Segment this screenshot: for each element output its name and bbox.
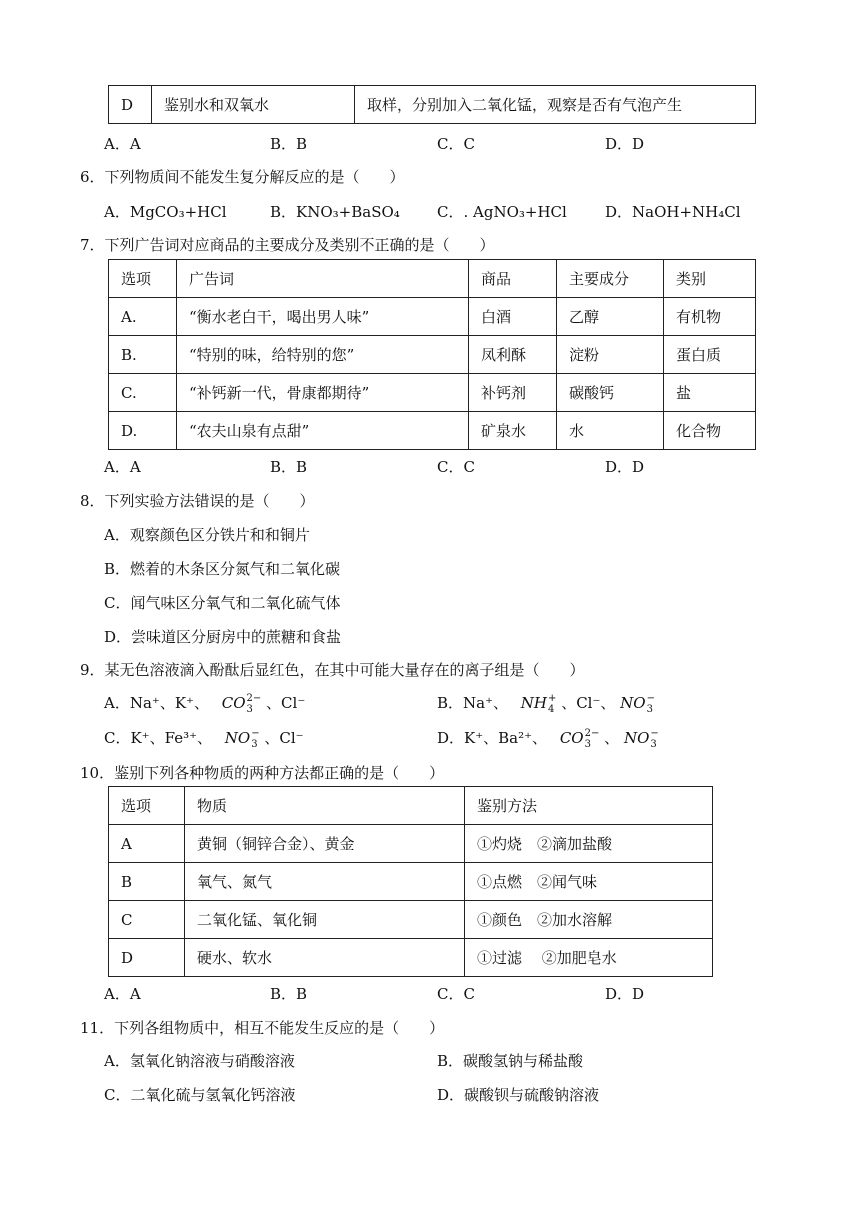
ion-superscript: + bbox=[548, 693, 557, 704]
table-cell: A bbox=[109, 825, 185, 863]
option-label: A．Na⁺、K⁺、 bbox=[104, 694, 209, 712]
ion-subscript: 4 bbox=[548, 704, 555, 715]
answer-option bbox=[437, 692, 655, 715]
answer-option: D．D bbox=[605, 135, 645, 153]
ion-formula: CO bbox=[559, 729, 584, 747]
ion-subscript: 3 bbox=[246, 704, 253, 715]
answer-option: A．A bbox=[104, 985, 141, 1003]
ion-superscript: − bbox=[646, 693, 655, 704]
table-cell: ①点燃 ②闻气味 bbox=[465, 863, 713, 901]
option-mid: 、 bbox=[604, 729, 620, 747]
table-row bbox=[109, 901, 713, 939]
table-row bbox=[109, 298, 756, 336]
table-cell: C bbox=[109, 901, 185, 939]
table-header-cell: 物质 bbox=[185, 787, 465, 825]
answer-option: B．KNO₃+BaSO₄ bbox=[270, 203, 400, 221]
table-cell: B bbox=[109, 863, 185, 901]
table-cell: 碳酸钙 bbox=[557, 374, 664, 412]
ion-charge bbox=[647, 693, 655, 715]
question-stem: 11．下列各组物质中，相互不能发生反应的是（ ） bbox=[80, 1019, 445, 1037]
q5-table bbox=[108, 85, 756, 124]
table-row bbox=[109, 374, 756, 412]
answer-option: C．C bbox=[437, 985, 475, 1003]
answer-option: B．碳酸氢钠与稀盐酸 bbox=[437, 1052, 584, 1070]
table-cell: ①灼烧 ②滴加盐酸 bbox=[465, 825, 713, 863]
ion-subscript: 3 bbox=[650, 739, 657, 750]
table-cell: ①过滤 ②加肥皂水 bbox=[465, 939, 713, 977]
ion-superscript: 2− bbox=[246, 693, 262, 704]
answer-option: C．二氧化硫与氢氧化钙溶液 bbox=[104, 1086, 296, 1104]
table-cell: 淀粉 bbox=[557, 336, 664, 374]
table-cell: A. bbox=[109, 298, 177, 336]
answer-option bbox=[104, 727, 304, 750]
table-row bbox=[109, 939, 713, 977]
table-cell: D. bbox=[109, 412, 177, 450]
table-cell: “特别的味，给特别的您” bbox=[177, 336, 469, 374]
answer-option: B．B bbox=[270, 135, 308, 153]
table-cell: C. bbox=[109, 374, 177, 412]
ion-formula: CO bbox=[221, 694, 246, 712]
answer-option: D．碳酸钡与硫酸钠溶液 bbox=[437, 1086, 600, 1104]
table-header-row bbox=[109, 260, 756, 298]
answer-option: A．MgCO₃+HCl bbox=[104, 203, 227, 221]
table-row bbox=[109, 863, 713, 901]
option-tail: 、Cl⁻ bbox=[266, 694, 306, 712]
table-header-cell: 鉴别方法 bbox=[465, 787, 713, 825]
table-row bbox=[109, 86, 756, 124]
table-row bbox=[109, 336, 756, 374]
table-header-cell: 选项 bbox=[109, 260, 177, 298]
ion-formula: NO bbox=[623, 729, 650, 747]
answer-option: B．B bbox=[270, 985, 308, 1003]
answer-option: D．尝味道区分厨房中的蔗糖和食盐 bbox=[104, 628, 342, 646]
ion-subscript: 3 bbox=[584, 739, 591, 750]
answer-option: C．C bbox=[437, 458, 475, 476]
question-stem: 7．下列广告词对应商品的主要成分及类别不正确的是（ ） bbox=[80, 236, 495, 254]
answer-option: A．观察颜色区分铁片和和铜片 bbox=[104, 526, 310, 544]
question-stem: 9．某无色溶液滴入酚酞后显红色，在其中可能大量存在的离子组是（ ） bbox=[80, 661, 585, 679]
ion-subscript: 3 bbox=[251, 739, 258, 750]
table-cell: 鉴别水和双氧水 bbox=[152, 86, 355, 124]
table-cell: “补钙新一代，骨康都期待” bbox=[177, 374, 469, 412]
table-cell: 硬水、软水 bbox=[185, 939, 465, 977]
answer-option: A．氢氧化钠溶液与硝酸溶液 bbox=[104, 1052, 295, 1070]
answer-option: D．D bbox=[605, 458, 645, 476]
table-cell: B. bbox=[109, 336, 177, 374]
q10-table bbox=[108, 786, 713, 977]
answer-option bbox=[437, 727, 659, 750]
table-header-cell: 广告词 bbox=[177, 260, 469, 298]
table-cell: 化合物 bbox=[664, 412, 756, 450]
option-mid: 、Cl⁻、 bbox=[561, 694, 616, 712]
ion-charge bbox=[251, 728, 259, 750]
table-cell: 水 bbox=[557, 412, 664, 450]
answer-option: A．A bbox=[104, 135, 141, 153]
option-label: B．Na⁺、 bbox=[437, 694, 509, 712]
ion-superscript: − bbox=[650, 728, 659, 739]
ion-charge bbox=[585, 728, 600, 750]
table-cell: 乙醇 bbox=[557, 298, 664, 336]
table-header-cell: 主要成分 bbox=[557, 260, 664, 298]
table-cell: 氧气、氮气 bbox=[185, 863, 465, 901]
table-row bbox=[109, 412, 756, 450]
table-cell: 矿泉水 bbox=[469, 412, 557, 450]
answer-option bbox=[104, 692, 305, 715]
question-stem: 8．下列实验方法错误的是（ ） bbox=[80, 492, 315, 510]
ion-superscript: − bbox=[251, 728, 260, 739]
option-label: C．K⁺、Fe³⁺、 bbox=[104, 729, 212, 747]
answer-option: C．C bbox=[437, 135, 475, 153]
answer-option: B．B bbox=[270, 458, 308, 476]
answer-option: C．. AgNO₃+HCl bbox=[437, 203, 567, 221]
option-label: D．K⁺、Ba²⁺、 bbox=[437, 729, 548, 747]
question-stem: 6．下列物质间不能发生复分解反应的是（ ） bbox=[80, 168, 405, 186]
ion-formula: NO bbox=[620, 694, 646, 712]
table-header-cell: 选项 bbox=[109, 787, 185, 825]
table-cell: 盐 bbox=[664, 374, 756, 412]
table-row bbox=[109, 825, 713, 863]
answer-option: D．D bbox=[605, 985, 645, 1003]
table-cell: D bbox=[109, 86, 152, 124]
ion-subscript: 3 bbox=[646, 704, 653, 715]
q7-table bbox=[108, 259, 756, 450]
answer-option: C．闻气味区分氧气和二氧化硫气体 bbox=[104, 594, 341, 612]
table-cell: “衡水老白干，喝出男人味” bbox=[177, 298, 469, 336]
answer-option: A．A bbox=[104, 458, 141, 476]
table-cell: 补钙剂 bbox=[469, 374, 557, 412]
table-header-row bbox=[109, 787, 713, 825]
answer-option: B．燃着的木条区分氮气和二氧化碳 bbox=[104, 560, 341, 578]
answer-option: D．NaOH+NH₄Cl bbox=[605, 203, 741, 221]
table-cell: 蛋白质 bbox=[664, 336, 756, 374]
ion-charge bbox=[650, 728, 658, 750]
table-cell: 有机物 bbox=[664, 298, 756, 336]
ion-charge bbox=[548, 693, 556, 715]
table-cell: ①颜色 ②加水溶解 bbox=[465, 901, 713, 939]
option-tail: 、Cl⁻ bbox=[264, 729, 304, 747]
table-cell: 取样，分别加入二氧化锰，观察是否有气泡产生 bbox=[355, 86, 756, 124]
ion-formula: NO bbox=[224, 729, 251, 747]
table-cell: 白酒 bbox=[469, 298, 557, 336]
table-cell: 凤利酥 bbox=[469, 336, 557, 374]
table-cell: D bbox=[109, 939, 185, 977]
table-header-cell: 类别 bbox=[664, 260, 756, 298]
ion-superscript: 2− bbox=[584, 728, 600, 739]
ion-formula: NH bbox=[520, 694, 548, 712]
table-header-cell: 商品 bbox=[469, 260, 557, 298]
table-cell: “农夫山泉有点甜” bbox=[177, 412, 469, 450]
ion-charge bbox=[247, 693, 262, 715]
table-cell: 黄铜（铜锌合金）、黄金 bbox=[185, 825, 465, 863]
table-cell: 二氧化锰、氧化铜 bbox=[185, 901, 465, 939]
question-stem: 10．鉴别下列各种物质的两种方法都正确的是（ ） bbox=[80, 764, 445, 782]
